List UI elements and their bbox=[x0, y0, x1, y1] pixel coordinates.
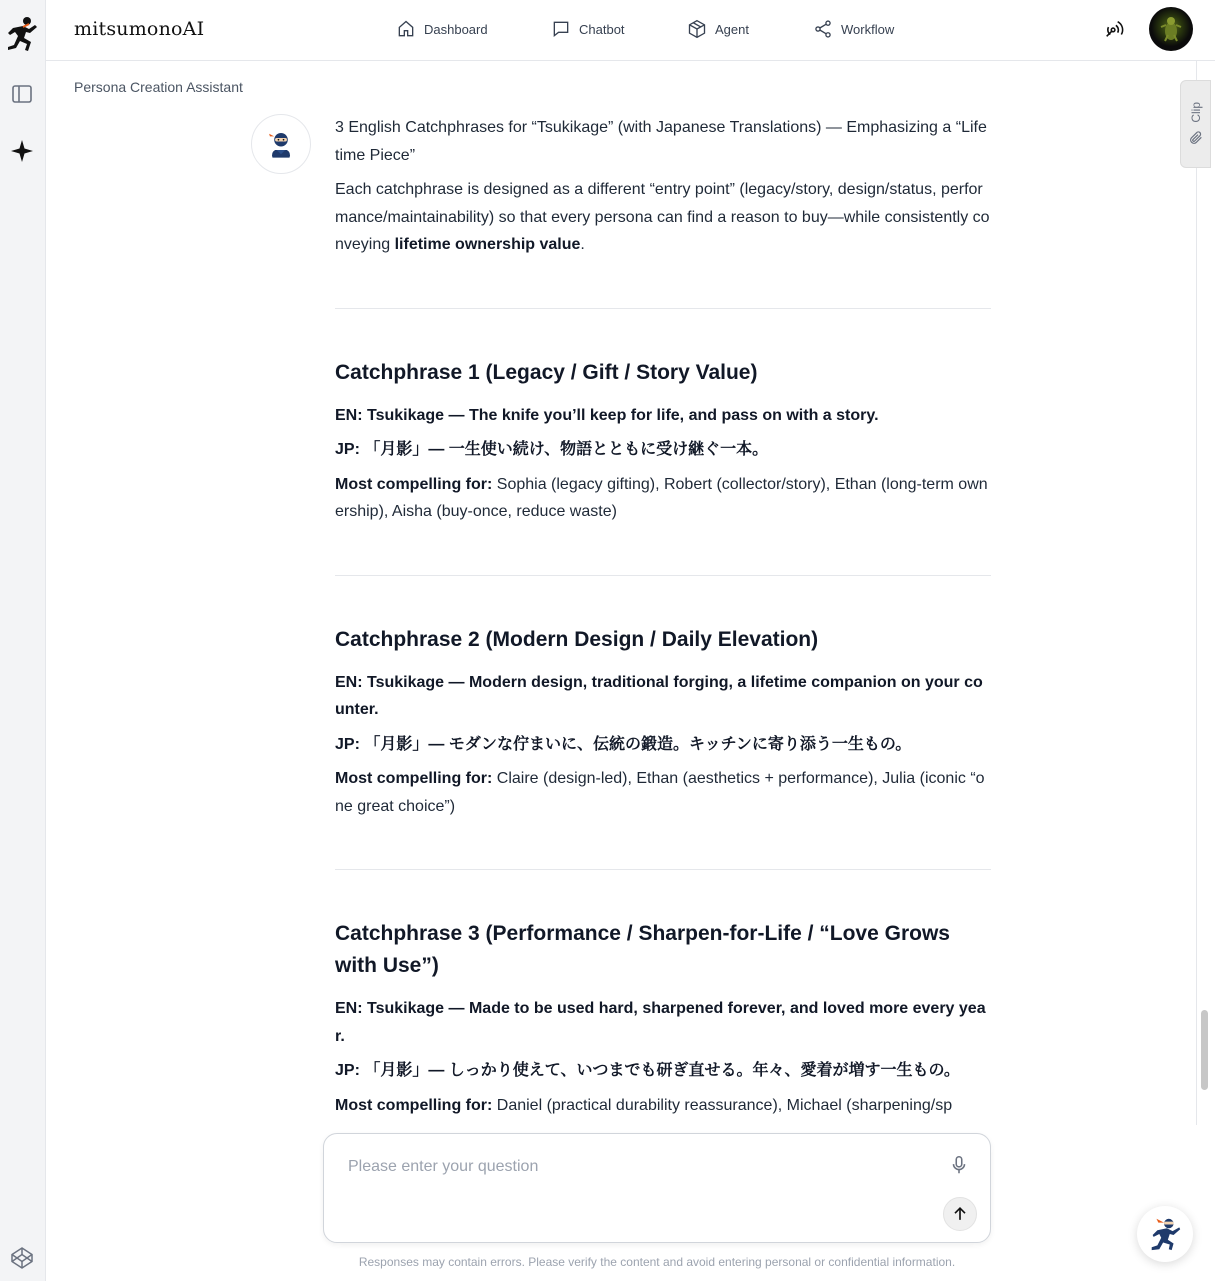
nav-label: Agent bbox=[715, 21, 749, 37]
nav-workflow[interactable] bbox=[813, 18, 894, 40]
section-heading: Catchphrase 1 (Legacy / Gift / Story Value) bbox=[335, 360, 758, 384]
compelling-for: Most compelling for: Claire (design-led), Ethan (aesthetics + performance), Julia (iconic “one great choice”) bbox=[335, 770, 985, 815]
user-avatar[interactable] bbox=[1149, 7, 1193, 51]
compelling-for: Most compelling for: Daniel (practical durability reassurance), Michael (sharpening/sp bbox=[335, 1096, 953, 1114]
sidebar-toggle-icon[interactable] bbox=[9, 81, 35, 107]
catchphrase-en: EN: Tsukikage — Made to be used hard, sharpened forever, and loved more every year. bbox=[335, 1000, 986, 1045]
brand-name[interactable]: mitsumonoAI bbox=[74, 18, 205, 40]
cube-icon bbox=[687, 19, 707, 39]
codepen-icon[interactable] bbox=[9, 1245, 35, 1271]
assistant-fab[interactable] bbox=[1137, 1206, 1193, 1262]
header-actions bbox=[1103, 7, 1193, 51]
clip-label: Clip bbox=[1188, 101, 1203, 123]
ninja-runner-icon bbox=[1146, 1215, 1184, 1253]
disclaimer-text: Responses may contain errors. Please verify the content and avoid entering personal or confidential information. bbox=[358, 1255, 956, 1269]
nav-chatbot[interactable] bbox=[551, 18, 687, 40]
broadcast-icon[interactable] bbox=[1103, 18, 1125, 40]
catchphrase-jp: JP: 「月影」— 一生使い続け、物語とともに受け継ぐ一本。 bbox=[335, 441, 769, 458]
catchphrase-section bbox=[335, 918, 991, 1119]
sparkle-icon[interactable] bbox=[9, 138, 35, 164]
breadcrumb: Persona Creation Assistant bbox=[74, 79, 243, 95]
arrow-up-icon bbox=[950, 1204, 970, 1224]
divider bbox=[335, 575, 991, 576]
section-heading: Catchphrase 3 (Performance / Sharpen-for-Life / “Love Grows with Use”) bbox=[335, 922, 950, 977]
share-nodes-icon bbox=[813, 19, 833, 39]
nav-label: Dashboard bbox=[424, 21, 488, 37]
assistant-avatar bbox=[251, 114, 311, 174]
nav-label: Chatbot bbox=[579, 21, 625, 37]
section-heading: Catchphrase 2 (Modern Design / Daily Elevation) bbox=[335, 627, 819, 651]
scrollbar-track[interactable] bbox=[1196, 61, 1210, 1125]
message-intro: Each catchphrase is designed as a different “entry point” (legacy/story, design/status, performance/maintainability) so that every persona can find a reason to buy—while consistently conveying lifetime ownership value. bbox=[335, 181, 990, 253]
catchphrase-section bbox=[335, 624, 991, 821]
catchphrase-section bbox=[335, 357, 991, 526]
ninja-icon bbox=[264, 127, 298, 161]
nav-dashboard[interactable] bbox=[396, 18, 551, 40]
runner-logo-icon[interactable] bbox=[5, 15, 39, 53]
scrollbar-thumb[interactable] bbox=[1201, 1010, 1208, 1090]
question-input[interactable] bbox=[348, 1154, 928, 1180]
divider bbox=[335, 869, 991, 870]
microphone-icon[interactable] bbox=[948, 1154, 970, 1176]
nav-agent[interactable] bbox=[687, 18, 813, 40]
left-rail bbox=[0, 0, 46, 1281]
main-nav bbox=[396, 18, 894, 40]
compelling-for: Most compelling for: Sophia (legacy gifting), Robert (collector/story), Ethan (long-term ownership), Aisha (buy-once, reduce waste) bbox=[335, 475, 988, 520]
send-button[interactable] bbox=[943, 1197, 977, 1231]
assistant-message bbox=[335, 114, 991, 1119]
chat-composer bbox=[323, 1133, 991, 1243]
message-title: 3 English Catchphrases for “Tsukikage” (with Japanese Translations) — Emphasizing a “Lifetime Piece” bbox=[335, 119, 987, 164]
catchphrase-jp: JP: 「月影」— しっかり使えて、いつまでも研ぎ直せる。年々、愛着が増す一生もの。 bbox=[335, 1062, 960, 1079]
chat-icon bbox=[551, 19, 571, 39]
catchphrase-en: EN: Tsukikage — The knife you’ll keep for life, and pass on with a story. bbox=[335, 406, 879, 424]
home-icon bbox=[396, 19, 416, 39]
paperclip-icon bbox=[1188, 130, 1204, 146]
clip-tab[interactable] bbox=[1180, 80, 1211, 168]
divider bbox=[335, 308, 991, 309]
catchphrase-jp: JP: 「月影」— モダンな佇まいに、伝統の鍛造。キッチンに寄り添う一生もの。 bbox=[335, 735, 912, 753]
top-header bbox=[46, 0, 1215, 61]
nav-label: Workflow bbox=[841, 21, 895, 37]
catchphrase-en: EN: Tsukikage — Modern design, traditional forging, a lifetime companion on your counter. bbox=[335, 673, 983, 718]
